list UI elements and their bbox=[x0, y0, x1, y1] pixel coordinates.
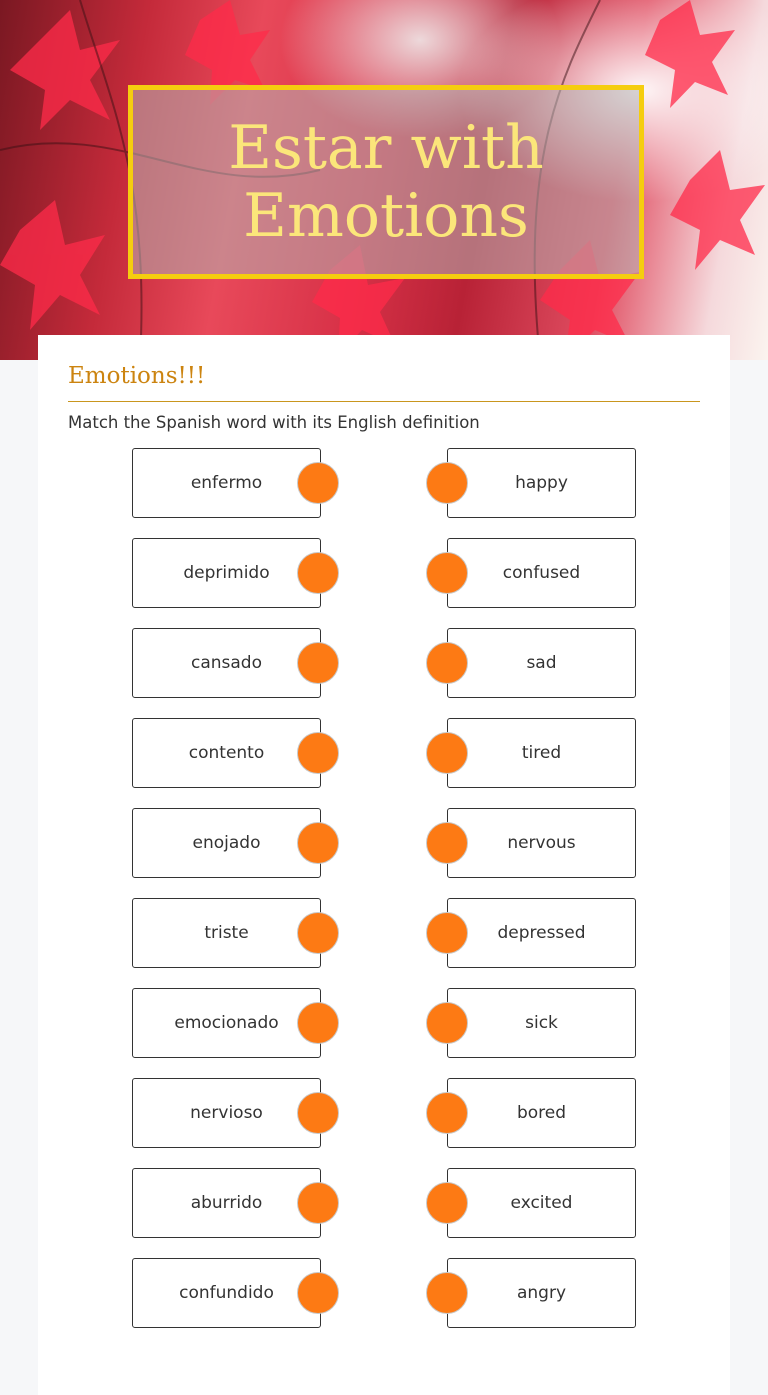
left-match-label: enfermo bbox=[190, 473, 263, 493]
left-connector-dot[interactable] bbox=[297, 552, 339, 594]
right-connector-dot[interactable] bbox=[426, 822, 468, 864]
left-match-item[interactable] bbox=[132, 898, 321, 968]
right-connector-dot[interactable] bbox=[426, 642, 468, 684]
left-match-label: cansado bbox=[190, 653, 262, 673]
left-match-item[interactable] bbox=[132, 1078, 321, 1148]
instructions-text: Match the Spanish word with its English definition bbox=[68, 413, 480, 432]
left-match-label: confundido bbox=[179, 1283, 274, 1303]
left-connector-dot[interactable] bbox=[297, 822, 339, 864]
right-match-label: sad bbox=[526, 653, 557, 673]
left-connector-dot[interactable] bbox=[297, 912, 339, 954]
left-match-label: nervioso bbox=[190, 1103, 263, 1123]
left-match-label: deprimido bbox=[183, 563, 270, 583]
left-connector-dot[interactable] bbox=[297, 1092, 339, 1134]
left-connector-dot[interactable] bbox=[297, 642, 339, 684]
right-match-item[interactable] bbox=[447, 898, 636, 968]
left-match-item[interactable] bbox=[132, 628, 321, 698]
left-match-item[interactable] bbox=[132, 538, 321, 608]
left-connector-dot[interactable] bbox=[297, 1002, 339, 1044]
header-banner bbox=[0, 0, 768, 360]
section-title: Emotions!!! bbox=[68, 363, 206, 389]
page-title: Estar with Emotions bbox=[228, 113, 544, 251]
right-match-label: angry bbox=[516, 1283, 567, 1303]
right-match-label: sick bbox=[525, 1013, 558, 1033]
left-connector-dot[interactable] bbox=[297, 732, 339, 774]
right-connector-dot[interactable] bbox=[426, 1272, 468, 1314]
section-divider bbox=[68, 401, 700, 402]
left-match-item[interactable] bbox=[132, 448, 321, 518]
right-match-item[interactable] bbox=[447, 1168, 636, 1238]
right-connector-dot[interactable] bbox=[426, 1002, 468, 1044]
left-match-label: enojado bbox=[192, 833, 261, 853]
left-connector-dot[interactable] bbox=[297, 1182, 339, 1224]
right-match-item[interactable] bbox=[447, 1258, 636, 1328]
right-match-label: happy bbox=[515, 473, 568, 493]
right-match-label: tired bbox=[521, 743, 562, 763]
right-match-label: confused bbox=[502, 563, 581, 583]
right-connector-dot[interactable] bbox=[426, 1092, 468, 1134]
right-connector-dot[interactable] bbox=[426, 912, 468, 954]
right-connector-dot[interactable] bbox=[426, 1182, 468, 1224]
left-match-item[interactable] bbox=[132, 808, 321, 878]
right-match-label: bored bbox=[516, 1103, 567, 1123]
right-match-item[interactable] bbox=[447, 808, 636, 878]
title-box bbox=[128, 85, 644, 279]
right-match-item[interactable] bbox=[447, 718, 636, 788]
left-match-item[interactable] bbox=[132, 718, 321, 788]
right-match-item[interactable] bbox=[447, 628, 636, 698]
left-match-item[interactable] bbox=[132, 1168, 321, 1238]
left-match-label: triste bbox=[204, 923, 249, 943]
right-match-label: nervous bbox=[507, 833, 576, 853]
left-match-item[interactable] bbox=[132, 988, 321, 1058]
worksheet-card bbox=[38, 335, 730, 1395]
left-connector-dot[interactable] bbox=[297, 462, 339, 504]
right-match-item[interactable] bbox=[447, 1078, 636, 1148]
left-match-label: contento bbox=[188, 743, 265, 763]
right-match-item[interactable] bbox=[447, 448, 636, 518]
right-connector-dot[interactable] bbox=[426, 552, 468, 594]
right-match-label: depressed bbox=[497, 923, 586, 943]
right-connector-dot[interactable] bbox=[426, 732, 468, 774]
right-connector-dot[interactable] bbox=[426, 462, 468, 504]
right-match-item[interactable] bbox=[447, 538, 636, 608]
left-match-label: emocionado bbox=[174, 1013, 279, 1033]
left-match-item[interactable] bbox=[132, 1258, 321, 1328]
right-match-item[interactable] bbox=[447, 988, 636, 1058]
right-match-label: excited bbox=[510, 1193, 573, 1213]
left-connector-dot[interactable] bbox=[297, 1272, 339, 1314]
left-match-label: aburrido bbox=[190, 1193, 263, 1213]
